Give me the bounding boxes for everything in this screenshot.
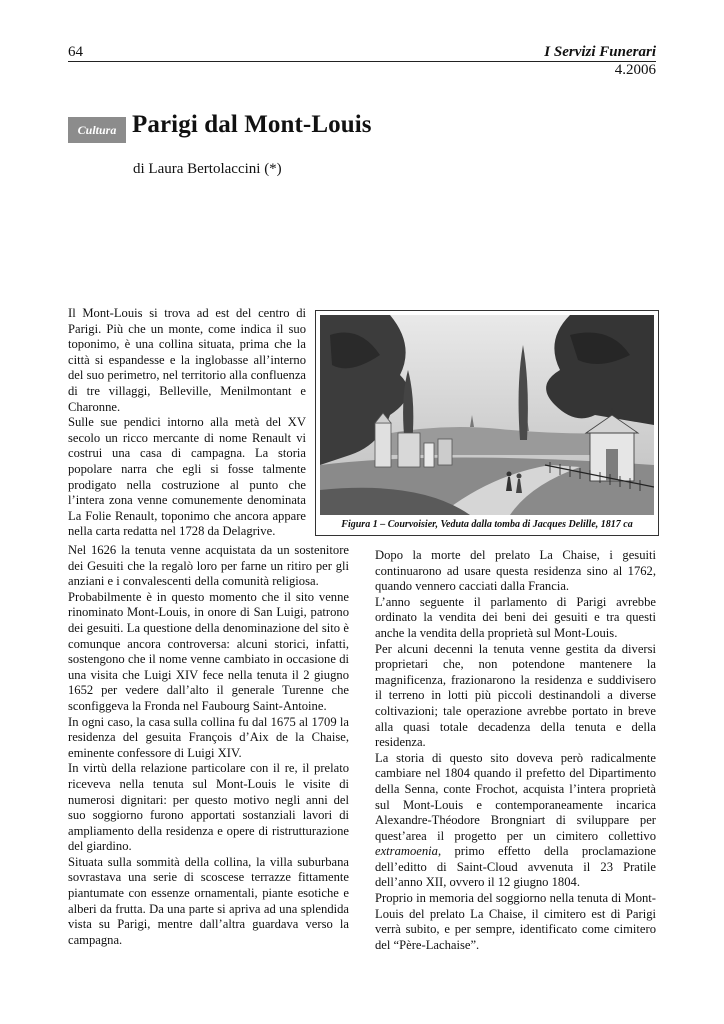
article-title: Parigi dal Mont-Louis [132, 111, 372, 138]
author-byline: di Laura Bertolaccini (*) [133, 161, 282, 177]
paragraph: In virtù della relazione particolare con il re, il prelato riceveva nella tenuta sul Mont-Louis le visite di numerosi dignitari: per questo motivo negli anni del suo soggiorno furono apportati sostanziali lavori di ampliamento della residenza e opere di ristrutturazione del giardino. [68, 761, 349, 854]
text-column-left-top [68, 306, 306, 540]
text-column-left-bottom [68, 543, 349, 948]
paragraph: L’anno seguente il parlamento di Parigi avrebbe ordinato la vendita dei beni dei gesuiti e tra questi anche la vendita della proprietà sul Mont-Louis. [375, 594, 656, 640]
page-number: 64 [68, 44, 83, 60]
paragraph [375, 751, 656, 891]
section-tag: Cultura [68, 117, 126, 143]
paragraph: Situata sulla sommità della collina, la villa suburbana sovrastava una serie di scoscese terrazze fittamente piantumate con essenze ornamentali, piante esotiche e alberi da frutta. Da una parte si apriva ad una splendida vista su Parigi, mentre dall’altra guardava verso la campagna. [68, 854, 349, 947]
engraving-illustration [320, 315, 654, 515]
issue-number: 4.2006 [614, 62, 656, 78]
text-run: La storia di questo sito doveva però radicalmente cambiare nel 1804 quando il prefetto del Dipartimento della Senna, conte Frochot, acquista l’intera proprietà sul Mont-Louis e contemporaneamente incarica Alexandre-Théodore Brongniart di sviluppare per quest’area il progetto per un cimitero collettivo [375, 750, 656, 843]
journal-title: I Servizi Funerari [544, 44, 656, 60]
paragraph: Dopo la morte del prelato La Chaise, i gesuiti continuarono ad usare questa residenza sino al 1762, quando vennero cacciati dalla Francia. [375, 548, 656, 594]
paragraph: Nel 1626 la tenuta venne acquistata da un sostenitore dei Gesuiti che la regalò loro per farne un ritiro per gli anziani e i convalescenti della comunità religiosa. [68, 543, 349, 589]
text-column-right [375, 548, 656, 953]
italic-term: extramoenia [375, 844, 438, 859]
paragraph: Il Mont-Louis si trova ad est del centro di Parigi. Più che un monte, come indica il suo toponimo, è una collina situata, prima che la città si espandesse e la inglobasse all’interno del suo perimetro, nel territorio alla confluenza di tre villaggi, Belleville, Menilmontant e Charonne. [68, 306, 306, 414]
paragraph: Proprio in memoria del soggiorno nella tenuta di Mont-Louis del prelato La Chaise, il cimitero est di Parigi verrà subito, e per sempre, identificato come cimitero del “Père-Lachaise”. [375, 891, 656, 952]
figure [315, 310, 659, 536]
header-rule [68, 61, 656, 62]
paragraph: Per alcuni decenni la tenuta venne gestita da diversi proprietari che, non potendone mantenere la magnificenza, frazionarono la residenza e suddivisero il terreno in lotti più piccoli destinandoli a diverse coltivazioni; tale operazione avrebbe portato in breve alla quasi totale decadenza della tenuta e della residenza. [375, 641, 656, 750]
text-run: , primo effetto della proclamazione dell’editto di Saint-Cloud avvenuta il 23 Pratile dell’anno XII, ovvero il 12 giugno 1804. [375, 844, 656, 890]
paragraph: Probabilmente è in questo momento che il sito venne rinominato Mont-Louis, in onore di San Luigi, patrono dei gesuiti. La questione della denominazione del sito è comunque ancora controversa: alcuni storici, infatti, sostengono che il nome venne cambiato in occasione di una visita che Luigi XIV fece nella tenuta il 2 giugno 1652 per vedere dall’alto il generale Turenne che sconfiggeva la Fronda nel Faubourg Saint-Antoine. [68, 589, 349, 713]
paragraph: In ogni caso, la casa sulla collina fu dal 1675 al 1709 la residenza del gesuita François d’Aix de la Chaise, eminente confessore di Luigi XIV. [68, 714, 349, 760]
paragraph: Sulle sue pendici intorno alla metà del XV secolo un ricco mercante di nome Renault vi costrui una casa di campagna. La storia popolare narra che egli si fosse talmente prodigato nella costruzione al punto che l’intera zona venne comunemente denominata La Folie Renault, toponimo che ancora appare nella carta redatta nel 1728 da Delagrive. [68, 415, 306, 539]
figure-caption: Figura 1 – Courvoisier, Veduta dalla tomba di Jacques Delille, 1817 ca [341, 519, 633, 530]
